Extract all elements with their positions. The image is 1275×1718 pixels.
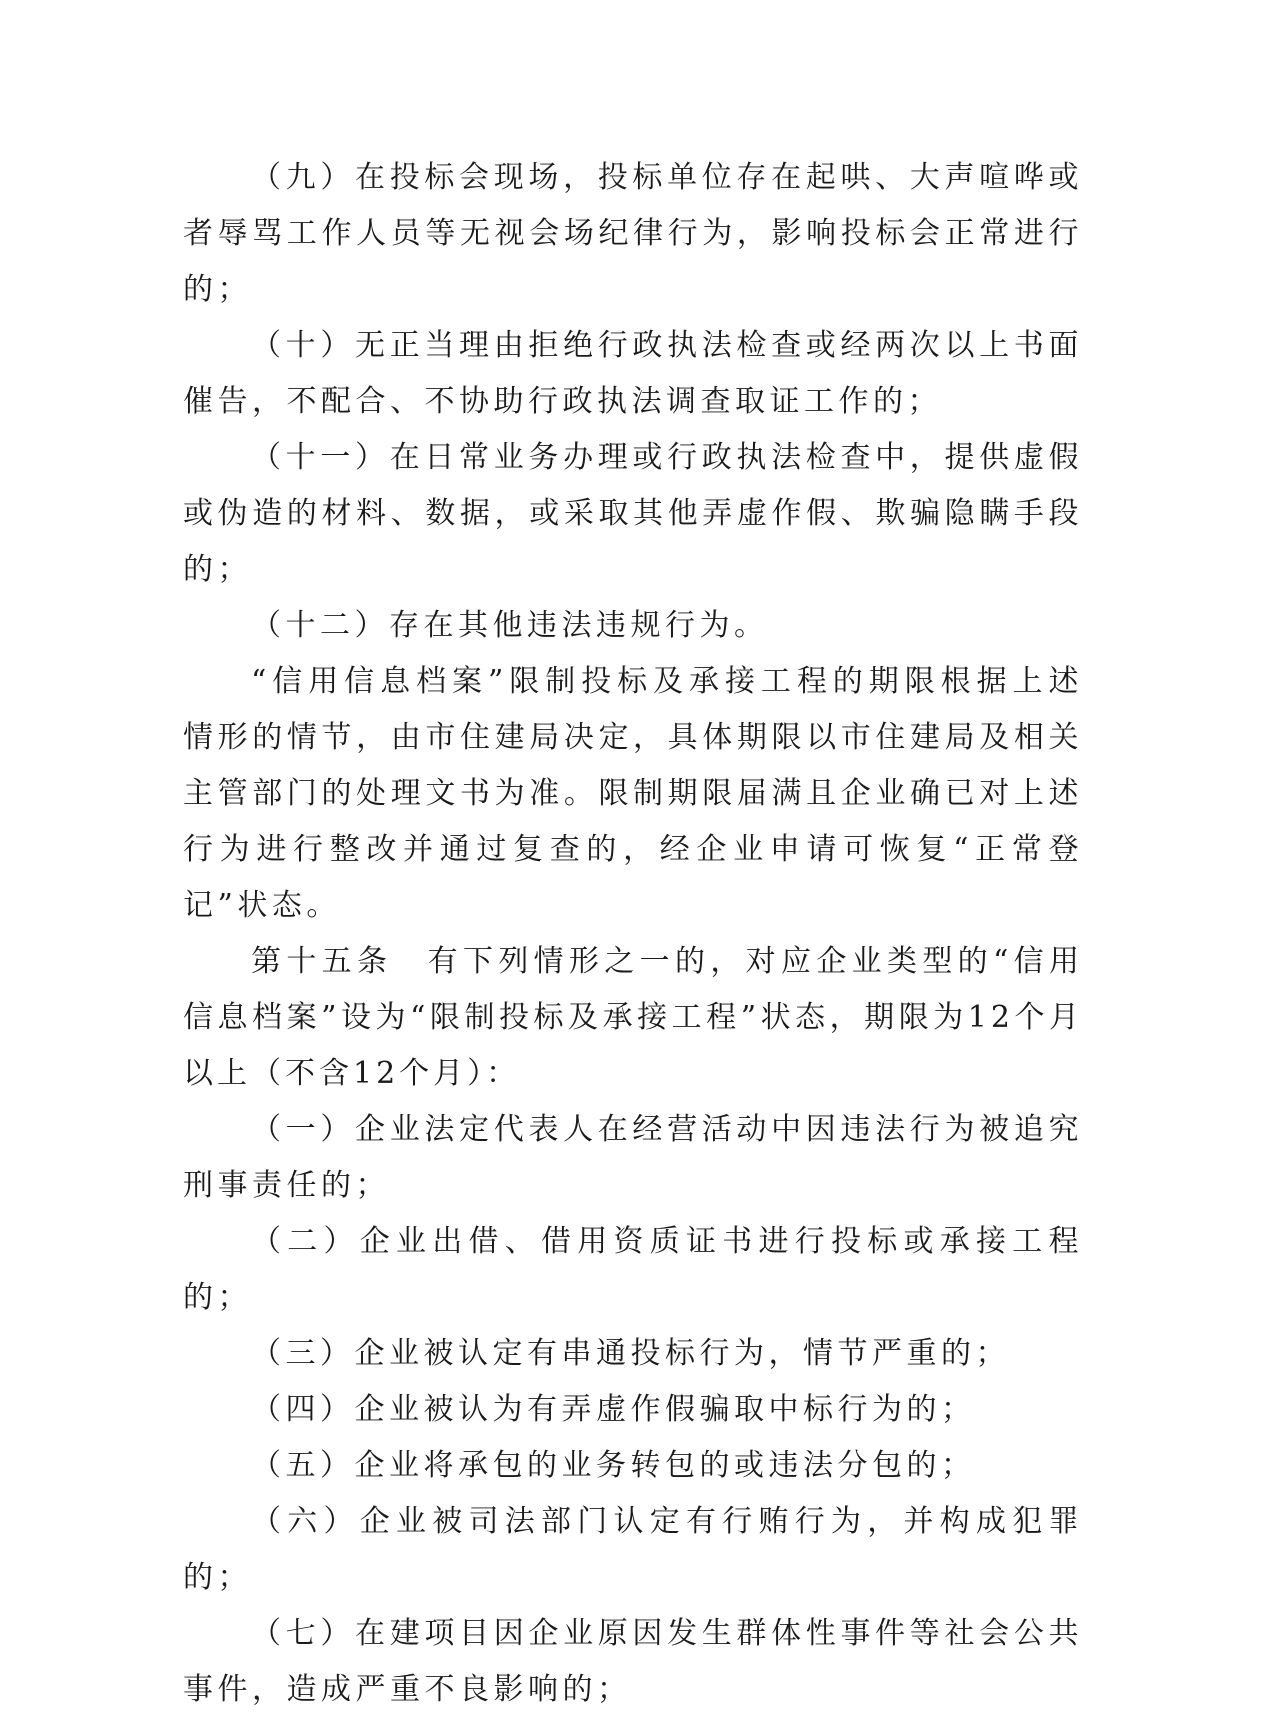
- paragraph-item-4: （四）企业被认为有弄虚作假骗取中标行为的；: [251, 1392, 976, 1427]
- paragraph-item-10: （十）无正当理由拒绝行政执法检查或经两次以上书面催告，不配合、不协助行政执法调查取证工作的；: [183, 328, 1083, 419]
- paragraph-restriction-period: “信用信息档案”限制投标及承接工程的期限根据上述情形的情节，由市住建局决定，具体期限以市住建局及相关主管部门的处理文书为准。限制期限届满且企业确已对上述行为进行整改并通过复查的，经企业申请可恢复“正常登记”状态。: [183, 664, 1083, 923]
- paragraph-item-9: （九）在投标会现场，投标单位存在起哄、大声喧哗或者辱骂工作人员等无视会场纪律行为，影响投标会正常进行的；: [183, 160, 1083, 307]
- paragraph-item-1: （一）企业法定代表人在经营活动中因违法行为被追究刑事责任的；: [183, 1112, 1083, 1203]
- paragraph-item-2: （二）企业出借、借用资质证书进行投标或承接工程的；: [183, 1224, 1083, 1315]
- document-page: [183, 150, 1083, 1718]
- paragraph-item-11: （十一）在日常业务办理或行政执法检查中，提供虚假或伪造的材料、数据，或采取其他弄虚作假、欺骗隐瞒手段的；: [183, 440, 1083, 587]
- paragraph-item-12: （十二）存在其他违法违规行为。: [251, 608, 769, 643]
- paragraph-item-5: （五）企业将承包的业务转包的或违法分包的；: [251, 1448, 976, 1483]
- paragraph-item-7: （七）在建项目因企业原因发生群体性事件等社会公共事件，造成严重不良影响的；: [183, 1616, 1083, 1707]
- article-15-heading: 第十五条 有下列情形之一的，对应企业类型的“信用信息档案”设为“限制投标及承接工程”状态，期限为12个月以上（不含12个月）：: [183, 944, 1083, 1091]
- paragraph-item-3: （三）企业被认定有串通投标行为，情节严重的；: [251, 1336, 1010, 1371]
- paragraph-item-6: （六）企业被司法部门认定有行贿行为，并构成犯罪的；: [183, 1504, 1083, 1595]
